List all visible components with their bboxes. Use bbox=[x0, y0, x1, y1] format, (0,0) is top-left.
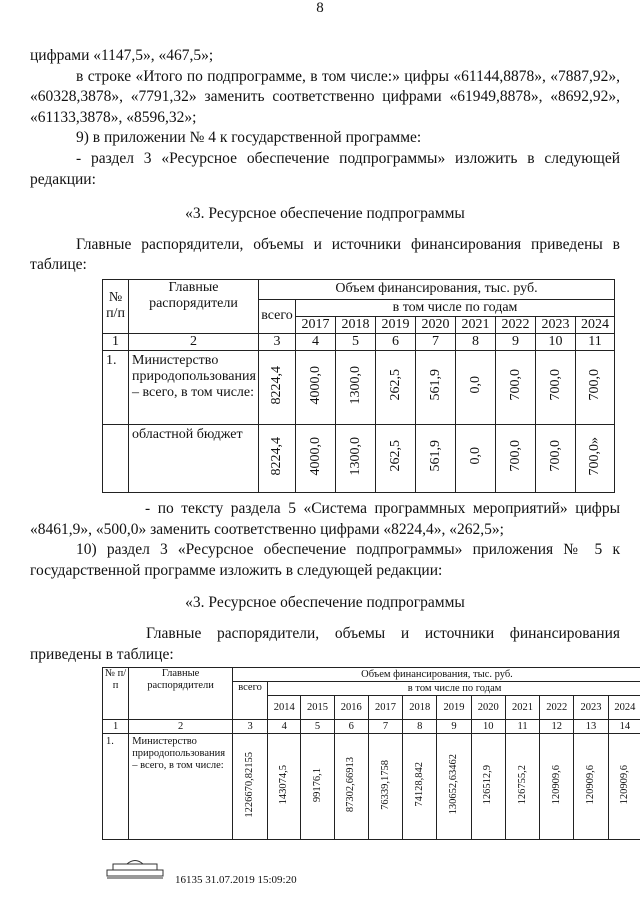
year-cell: 2020 bbox=[416, 316, 456, 333]
header-name: Главные распорядители bbox=[129, 668, 233, 720]
paragraph-3: 9) в приложении № 4 к государственной программе: bbox=[76, 129, 422, 147]
value-cell: 4000,0 bbox=[307, 436, 323, 476]
footer bbox=[105, 858, 325, 898]
value-cell: 126755,2 bbox=[516, 764, 528, 805]
value-cell: 262,5 bbox=[387, 440, 403, 472]
index-cell: 5 bbox=[301, 720, 334, 734]
year-cell: 2024 bbox=[576, 316, 615, 333]
paragraph-4: - раздел 3 «Ресурсное обеспечение подпрограммы» изложить в следующей редакции: bbox=[30, 149, 620, 188]
index-cell: 6 bbox=[376, 333, 416, 350]
year-cell: 2023 bbox=[536, 316, 576, 333]
paragraph-7: 10) раздел 3 «Ресурсное обеспечение подпрограммы» приложения № 5 к государственной программе изложить в следующей редакции: bbox=[30, 541, 620, 579]
value-cell: 1300,0 bbox=[347, 365, 363, 405]
value-cell: 120909,6 bbox=[550, 764, 562, 805]
index-cell: 14 bbox=[608, 720, 640, 734]
row-name: Министерство природопользования – всего, в том числе: bbox=[129, 734, 233, 840]
value-cell: 120909,6 bbox=[618, 764, 630, 805]
document-stamp: 16135 31.07.2019 15:09:20 bbox=[175, 874, 297, 886]
year-cell: 2017 bbox=[296, 316, 336, 333]
value-cell: 143074,5 bbox=[278, 764, 290, 805]
year-cell: 2019 bbox=[437, 696, 471, 720]
index-cell: 12 bbox=[540, 720, 574, 734]
table-row bbox=[103, 424, 615, 492]
index-row bbox=[103, 720, 640, 734]
header-volume: Объем финансирования, тыс. руб. bbox=[259, 279, 615, 299]
header-name: Главные распорядители bbox=[129, 279, 259, 333]
row-num: 1. bbox=[103, 350, 129, 424]
index-cell: 13 bbox=[574, 720, 608, 734]
value-cell: 76339,1758 bbox=[379, 759, 391, 810]
document-body bbox=[30, 46, 636, 840]
index-cell: 3 bbox=[232, 720, 267, 734]
value-cell: 561,9 bbox=[427, 440, 443, 472]
value-cell: 0,0 bbox=[467, 376, 483, 394]
value-cell: 4000,0 bbox=[307, 365, 323, 405]
value-cell: 700,0 bbox=[507, 440, 523, 472]
index-cell: 9 bbox=[437, 720, 471, 734]
index-cell: 7 bbox=[368, 720, 402, 734]
year-cell: 2020 bbox=[471, 696, 505, 720]
section-heading-2: «3. Ресурсное обеспечение подпрограммы bbox=[185, 594, 465, 612]
year-cell: 2022 bbox=[540, 696, 574, 720]
value-cell: 8224,4 bbox=[269, 436, 284, 476]
value-cell: 700,0 bbox=[547, 369, 563, 401]
index-cell: 5 bbox=[336, 333, 376, 350]
value-cell: 262,5 bbox=[387, 369, 403, 401]
year-cell: 2016 bbox=[334, 696, 368, 720]
index-row bbox=[103, 333, 615, 350]
header-volume: Объем финансирования, тыс. руб. bbox=[232, 668, 640, 682]
row-num: 1. bbox=[103, 734, 129, 840]
index-cell: 4 bbox=[296, 333, 336, 350]
year-cell: 2022 bbox=[496, 316, 536, 333]
index-cell: 11 bbox=[505, 720, 539, 734]
value-cell: 700,0 bbox=[547, 440, 563, 472]
value-cell: 120909,6 bbox=[585, 764, 597, 805]
year-cell: 2021 bbox=[456, 316, 496, 333]
year-cell: 2024 bbox=[608, 696, 640, 720]
paragraph-5: Главные распорядители, объемы и источники финансирования приведены в таблице: bbox=[30, 235, 620, 274]
paragraph-2: в строке «Итого по подпрограмме, в том числе:» цифры «61144,8878», «7887,92», «60328,3878», «7791,32» заменить соответственно цифрами «61949,8878», «8692,92», «61133,3878», «8596,32»; bbox=[30, 67, 620, 126]
year-cell: 2023 bbox=[574, 696, 608, 720]
header-total: всего bbox=[232, 682, 267, 720]
header-num: № п/п bbox=[103, 279, 129, 333]
index-cell: 1 bbox=[103, 333, 129, 350]
year-cell: 2018 bbox=[336, 316, 376, 333]
year-cell: 2019 bbox=[376, 316, 416, 333]
paragraph-6: - по тексту раздела 5 «Система программных мероприятий» цифры «8461,9», «500,0» заменить соответственно цифрами «8224,4», «262,5»; bbox=[30, 499, 620, 538]
value-cell: 700,0» bbox=[587, 436, 603, 476]
index-cell: 6 bbox=[334, 720, 368, 734]
table-row bbox=[103, 350, 615, 424]
year-cell: 2021 bbox=[505, 696, 539, 720]
header-num: № п/п bbox=[103, 668, 129, 720]
table-row bbox=[103, 734, 640, 840]
index-cell: 9 bbox=[496, 333, 536, 350]
value-cell: 8224,4 bbox=[269, 365, 284, 405]
index-cell: 3 bbox=[259, 333, 296, 350]
value-cell: 700,0 bbox=[587, 369, 603, 401]
value-cell: 1226670,82155 bbox=[244, 751, 256, 818]
index-cell: 1 bbox=[103, 720, 129, 734]
header-total: всего bbox=[259, 299, 296, 333]
year-cell: 2014 bbox=[268, 696, 301, 720]
paragraph-1: цифрами «1147,5», «467,5»; bbox=[30, 47, 214, 64]
index-cell: 8 bbox=[456, 333, 496, 350]
index-cell: 7 bbox=[416, 333, 456, 350]
index-cell: 2 bbox=[129, 333, 259, 350]
funding-table-1 bbox=[102, 279, 615, 493]
row-name: областной бюджет bbox=[129, 424, 259, 492]
paragraph-8: Главные распорядители, объемы и источники финансирования приведены в таблице: bbox=[30, 624, 620, 663]
year-cell: 2017 bbox=[368, 696, 402, 720]
index-cell: 11 bbox=[576, 333, 615, 350]
funding-table-2 bbox=[102, 667, 640, 840]
value-cell: 561,9 bbox=[427, 369, 443, 401]
header-years: в том числе по годам bbox=[296, 299, 615, 316]
row-num bbox=[103, 424, 129, 492]
value-cell: 130652,63462 bbox=[448, 754, 460, 815]
section-heading-1: «3. Ресурсное обеспечение подпрограммы bbox=[185, 205, 465, 223]
index-cell: 10 bbox=[471, 720, 505, 734]
year-cell: 2018 bbox=[403, 696, 437, 720]
index-cell: 8 bbox=[403, 720, 437, 734]
year-cell: 2015 bbox=[301, 696, 334, 720]
value-cell: 87302,66913 bbox=[345, 757, 357, 813]
index-cell: 2 bbox=[129, 720, 233, 734]
header-years: в том числе по годам bbox=[268, 682, 640, 696]
value-cell: 74128,842 bbox=[413, 762, 425, 807]
value-cell: 99176,1 bbox=[311, 767, 323, 802]
emblem-icon bbox=[105, 858, 165, 880]
value-cell: 0,0 bbox=[467, 447, 483, 465]
row-name: Министерство природопользования – всего, в том числе: bbox=[129, 350, 259, 424]
value-cell: 126512,9 bbox=[482, 764, 494, 805]
page-number: 8 bbox=[316, 0, 324, 16]
index-cell: 4 bbox=[268, 720, 301, 734]
value-cell: 1300,0 bbox=[347, 436, 363, 476]
value-cell: 700,0 bbox=[507, 369, 523, 401]
index-cell: 10 bbox=[536, 333, 576, 350]
